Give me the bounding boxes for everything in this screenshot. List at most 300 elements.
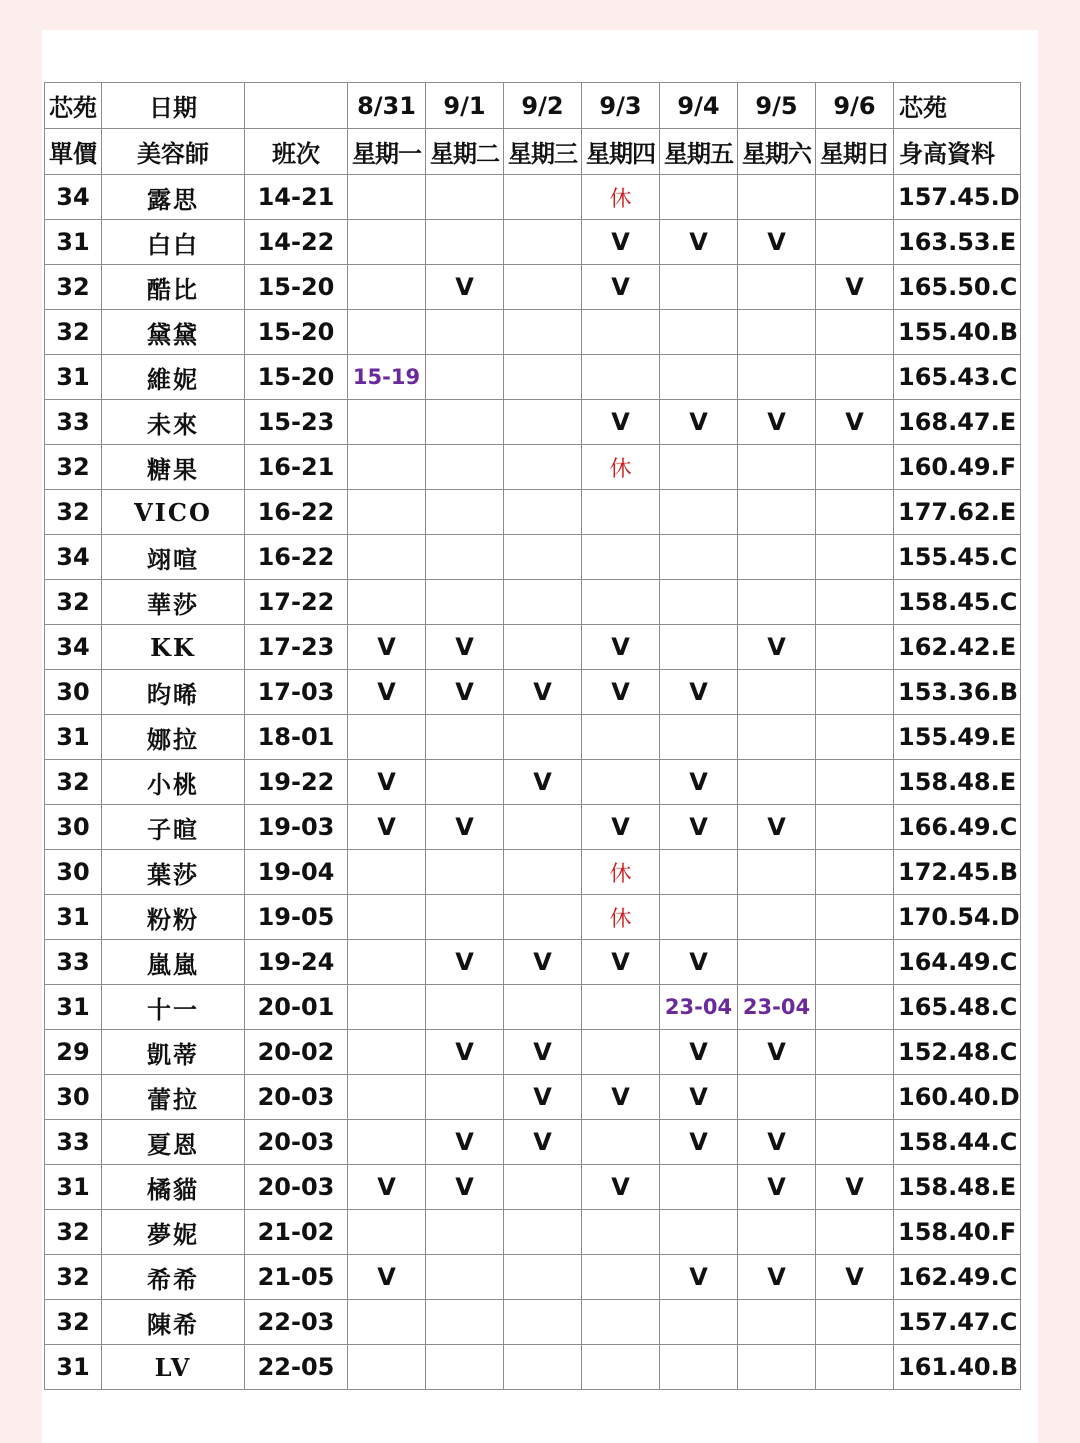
day-mark-cell: V (426, 670, 504, 715)
height-info-cell: 158.48.E (894, 1165, 1021, 1210)
day-mark-cell (426, 1345, 504, 1390)
day-mark-cell (660, 175, 738, 220)
day-mark-cell (504, 1210, 582, 1255)
unit-price-label: 單價 (45, 129, 102, 175)
unit-price-cell: 33 (45, 1120, 102, 1165)
day-mark-cell (816, 1300, 894, 1345)
table-row (45, 445, 1021, 490)
day-mark-cell (426, 175, 504, 220)
height-info-cell: 165.43.C (894, 355, 1021, 400)
day-mark-cell (816, 805, 894, 850)
day-mark-cell: V (426, 625, 504, 670)
weekday-header-sunday: 星期日 (816, 129, 894, 175)
day-mark-cell (348, 490, 426, 535)
table-row (45, 1210, 1021, 1255)
height-info-cell: 157.45.D (894, 175, 1021, 220)
day-mark-cell (504, 175, 582, 220)
day-mark-cell (504, 580, 582, 625)
day-mark-cell (816, 940, 894, 985)
day-mark-cell (348, 895, 426, 940)
day-mark-cell (816, 1210, 894, 1255)
day-mark-cell: V (582, 625, 660, 670)
day-mark-cell (660, 490, 738, 535)
table-row (45, 1120, 1021, 1165)
day-mark-cell (582, 760, 660, 805)
table-row (45, 265, 1021, 310)
day-mark-cell (816, 580, 894, 625)
day-mark-cell (660, 310, 738, 355)
table-row (45, 175, 1021, 220)
height-info-cell: 161.40.B (894, 1345, 1021, 1390)
day-mark-cell: V (738, 1030, 816, 1075)
day-mark-cell: V (660, 805, 738, 850)
day-mark-cell (738, 1300, 816, 1345)
day-mark-cell: 休 (582, 175, 660, 220)
beautician-name-cell: 白白 (102, 220, 245, 265)
day-mark-cell (738, 355, 816, 400)
day-mark-cell (426, 1300, 504, 1345)
day-mark-cell (348, 1300, 426, 1345)
day-mark-cell (738, 715, 816, 760)
day-mark-cell (348, 265, 426, 310)
unit-price-cell: 32 (45, 1210, 102, 1255)
date-header-sunday: 9/6 (816, 83, 894, 129)
day-mark-cell (660, 1210, 738, 1255)
day-mark-cell (504, 1300, 582, 1345)
unit-price-cell: 32 (45, 580, 102, 625)
day-mark-cell (738, 940, 816, 985)
shift-cell: 15-20 (245, 310, 348, 355)
day-mark-cell (348, 400, 426, 445)
beautician-name-cell: 葉莎 (102, 850, 245, 895)
day-mark-cell (738, 670, 816, 715)
day-mark-cell: V (582, 400, 660, 445)
table-row (45, 850, 1021, 895)
shift-cell: 19-22 (245, 760, 348, 805)
date-header: 9/2 (504, 83, 582, 129)
day-mark-cell (426, 1255, 504, 1300)
table-row (45, 940, 1021, 985)
unit-price-cell: 31 (45, 985, 102, 1030)
day-mark-cell (504, 400, 582, 445)
table-row (45, 355, 1021, 400)
day-mark-cell (582, 310, 660, 355)
day-mark-cell (348, 220, 426, 265)
unit-price-cell: 31 (45, 355, 102, 400)
height-info-cell: 166.49.C (894, 805, 1021, 850)
shift-cell: 19-03 (245, 805, 348, 850)
unit-price-cell: 32 (45, 1255, 102, 1300)
day-mark-cell (660, 265, 738, 310)
beautician-name-cell: 凱蒂 (102, 1030, 245, 1075)
weekday-header: 星期五 (660, 129, 738, 175)
beautician-name-cell: 嵐嵐 (102, 940, 245, 985)
unit-price-cell: 29 (45, 1030, 102, 1075)
height-info-cell: 168.47.E (894, 400, 1021, 445)
beautician-name-cell: 子暄 (102, 805, 245, 850)
day-mark-cell: V (738, 1120, 816, 1165)
unit-price-cell: 32 (45, 445, 102, 490)
day-mark-cell (504, 220, 582, 265)
day-mark-cell (816, 1075, 894, 1120)
day-mark-cell: V (738, 625, 816, 670)
day-mark-cell (426, 580, 504, 625)
date-header: 9/3 (582, 83, 660, 129)
day-mark-cell: V (660, 220, 738, 265)
table-row (45, 220, 1021, 265)
unit-price-cell: 31 (45, 715, 102, 760)
unit-price-cell: 32 (45, 265, 102, 310)
header-row-dates (45, 83, 1021, 129)
beautician-name-cell: 維妮 (102, 355, 245, 400)
height-info-label: 身高資料 (894, 129, 1021, 175)
day-mark-cell: V (582, 265, 660, 310)
table-row (45, 670, 1021, 715)
day-mark-cell: V (660, 670, 738, 715)
day-mark-cell: V (582, 670, 660, 715)
day-mark-cell: V (348, 670, 426, 715)
height-info-cell: 162.42.E (894, 625, 1021, 670)
table-row (45, 985, 1021, 1030)
shift-cell: 20-03 (245, 1075, 348, 1120)
day-mark-cell (660, 850, 738, 895)
shift-cell: 15-20 (245, 265, 348, 310)
day-mark-cell (504, 1165, 582, 1210)
day-mark-cell: V (816, 265, 894, 310)
day-mark-cell (348, 715, 426, 760)
shift-cell: 16-21 (245, 445, 348, 490)
height-info-cell: 158.44.C (894, 1120, 1021, 1165)
shift-cell: 16-22 (245, 535, 348, 580)
height-info-cell: 158.48.E (894, 760, 1021, 805)
day-mark-cell (504, 1255, 582, 1300)
day-mark-cell (816, 490, 894, 535)
day-mark-cell (504, 490, 582, 535)
day-mark-cell (816, 895, 894, 940)
day-mark-cell (816, 355, 894, 400)
beautician-label: 美容師 (102, 129, 245, 175)
day-mark-cell (426, 535, 504, 580)
shift-cell: 21-05 (245, 1255, 348, 1300)
height-info-cell: 177.62.E (894, 490, 1021, 535)
day-mark-cell (738, 310, 816, 355)
height-info-cell: 158.40.F (894, 1210, 1021, 1255)
day-mark-cell: V (348, 805, 426, 850)
shift-cell: 14-21 (245, 175, 348, 220)
schedule-sheet (42, 30, 1038, 1443)
day-mark-cell (426, 715, 504, 760)
unit-price-cell: 32 (45, 490, 102, 535)
day-mark-cell: V (660, 1255, 738, 1300)
date-header: 8/31 (348, 83, 426, 129)
day-mark-cell (660, 535, 738, 580)
day-mark-cell: V (582, 220, 660, 265)
day-mark-cell (348, 1345, 426, 1390)
day-mark-cell (504, 310, 582, 355)
day-mark-cell (582, 580, 660, 625)
height-info-cell: 172.45.B (894, 850, 1021, 895)
height-info-cell: 163.53.E (894, 220, 1021, 265)
day-mark-cell (660, 1300, 738, 1345)
day-mark-cell (348, 580, 426, 625)
height-info-cell: 153.36.B (894, 670, 1021, 715)
blank-header-cell (245, 83, 348, 129)
day-mark-cell: V (816, 1165, 894, 1210)
day-mark-cell (426, 355, 504, 400)
day-mark-cell (426, 1210, 504, 1255)
day-mark-cell (660, 895, 738, 940)
day-mark-cell (660, 580, 738, 625)
shift-cell: 20-02 (245, 1030, 348, 1075)
table-row (45, 715, 1021, 760)
day-mark-cell: V (738, 1165, 816, 1210)
day-mark-cell (738, 535, 816, 580)
day-mark-cell: V (504, 1120, 582, 1165)
day-mark-cell (504, 985, 582, 1030)
day-mark-cell: V (582, 805, 660, 850)
table-row (45, 760, 1021, 805)
day-mark-cell: V (738, 805, 816, 850)
day-mark-cell (582, 715, 660, 760)
day-mark-cell: V (660, 940, 738, 985)
day-mark-cell (816, 625, 894, 670)
shift-cell: 18-01 (245, 715, 348, 760)
day-mark-cell (504, 1345, 582, 1390)
day-mark-cell (738, 895, 816, 940)
beautician-name-cell: 橘貓 (102, 1165, 245, 1210)
beautician-name-cell: KK (102, 625, 245, 670)
day-mark-cell (582, 1030, 660, 1075)
table-row (45, 535, 1021, 580)
beautician-name-cell: 糖果 (102, 445, 245, 490)
day-mark-cell (348, 445, 426, 490)
shift-cell: 17-22 (245, 580, 348, 625)
day-mark-cell (504, 445, 582, 490)
day-mark-cell: V (816, 400, 894, 445)
day-mark-cell: 休 (582, 850, 660, 895)
day-mark-cell (660, 1345, 738, 1390)
beautician-name-cell: 酷比 (102, 265, 245, 310)
day-mark-cell (504, 805, 582, 850)
day-mark-cell (426, 310, 504, 355)
day-mark-cell (348, 1120, 426, 1165)
beautician-name-cell: LV (102, 1345, 245, 1390)
day-mark-cell (426, 850, 504, 895)
day-mark-cell: V (504, 1075, 582, 1120)
day-mark-cell (582, 1255, 660, 1300)
table-row (45, 805, 1021, 850)
day-mark-cell (582, 1300, 660, 1345)
unit-price-cell: 31 (45, 220, 102, 265)
unit-price-cell: 31 (45, 1165, 102, 1210)
unit-price-cell: 30 (45, 805, 102, 850)
day-mark-cell (738, 1210, 816, 1255)
day-mark-cell (738, 580, 816, 625)
table-row (45, 1075, 1021, 1120)
day-mark-cell (738, 1075, 816, 1120)
table-row (45, 1030, 1021, 1075)
height-info-cell: 160.49.F (894, 445, 1021, 490)
unit-price-cell: 33 (45, 400, 102, 445)
day-mark-cell (348, 1075, 426, 1120)
day-mark-cell (582, 1345, 660, 1390)
beautician-name-cell: 粉粉 (102, 895, 245, 940)
day-mark-cell (348, 940, 426, 985)
date-label: 日期 (102, 83, 245, 129)
day-mark-cell (738, 175, 816, 220)
height-info-cell: 158.45.C (894, 580, 1021, 625)
day-mark-cell (582, 355, 660, 400)
shift-cell: 20-01 (245, 985, 348, 1030)
weekday-header: 星期三 (504, 129, 582, 175)
day-mark-cell: V (348, 1165, 426, 1210)
day-mark-cell (660, 715, 738, 760)
day-mark-cell: V (738, 400, 816, 445)
day-mark-cell: V (582, 1165, 660, 1210)
unit-price-cell: 34 (45, 535, 102, 580)
unit-price-cell: 32 (45, 1300, 102, 1345)
day-mark-cell: V (660, 1075, 738, 1120)
day-mark-cell (348, 1030, 426, 1075)
day-mark-cell (504, 355, 582, 400)
height-info-cell: 165.48.C (894, 985, 1021, 1030)
beautician-name-cell: 十一 (102, 985, 245, 1030)
day-mark-cell (738, 850, 816, 895)
day-mark-cell (738, 445, 816, 490)
table-row (45, 1300, 1021, 1345)
beautician-name-cell: 未來 (102, 400, 245, 445)
height-info-cell: 164.49.C (894, 940, 1021, 985)
table-row (45, 400, 1021, 445)
day-mark-cell: V (426, 265, 504, 310)
day-mark-cell (582, 1120, 660, 1165)
day-mark-cell (348, 535, 426, 580)
shift-cell: 15-20 (245, 355, 348, 400)
day-mark-cell (816, 1030, 894, 1075)
day-mark-cell (816, 1345, 894, 1390)
height-info-cell: 155.45.C (894, 535, 1021, 580)
day-mark-cell (504, 625, 582, 670)
day-mark-cell (816, 760, 894, 805)
day-mark-cell: 23-04 (738, 985, 816, 1030)
day-mark-cell: V (738, 220, 816, 265)
beautician-name-cell: 娜拉 (102, 715, 245, 760)
day-mark-cell (348, 1210, 426, 1255)
day-mark-cell (738, 1345, 816, 1390)
day-mark-cell (582, 535, 660, 580)
day-mark-cell (504, 265, 582, 310)
shift-cell: 19-24 (245, 940, 348, 985)
date-header-saturday: 9/5 (738, 83, 816, 129)
day-mark-cell (660, 625, 738, 670)
day-mark-cell (348, 175, 426, 220)
unit-price-cell: 31 (45, 1345, 102, 1390)
info-brand-label: 芯苑 (894, 83, 1021, 129)
day-mark-cell (660, 445, 738, 490)
day-mark-cell: V (348, 625, 426, 670)
beautician-name-cell: 昀晞 (102, 670, 245, 715)
beautician-name-cell: 夏恩 (102, 1120, 245, 1165)
day-mark-cell (816, 175, 894, 220)
day-mark-cell: V (738, 1255, 816, 1300)
beautician-name-cell: 翊喧 (102, 535, 245, 580)
beautician-name-cell: 蕾拉 (102, 1075, 245, 1120)
day-mark-cell: V (348, 1255, 426, 1300)
brand-label: 芯苑 (45, 83, 102, 129)
day-mark-cell: 休 (582, 445, 660, 490)
weekday-header: 星期一 (348, 129, 426, 175)
day-mark-cell: V (426, 1030, 504, 1075)
table-row (45, 310, 1021, 355)
unit-price-cell: 31 (45, 895, 102, 940)
day-mark-cell: V (660, 1120, 738, 1165)
date-header: 9/4 (660, 83, 738, 129)
day-mark-cell: V (348, 760, 426, 805)
shift-cell: 16-22 (245, 490, 348, 535)
shift-cell: 19-04 (245, 850, 348, 895)
day-mark-cell (816, 670, 894, 715)
beautician-name-cell: VICO (102, 490, 245, 535)
day-mark-cell (504, 895, 582, 940)
table-row (45, 625, 1021, 670)
day-mark-cell: V (426, 1120, 504, 1165)
weekday-header: 星期二 (426, 129, 504, 175)
beautician-name-cell: 陳希 (102, 1300, 245, 1345)
day-mark-cell (816, 985, 894, 1030)
unit-price-cell: 34 (45, 625, 102, 670)
day-mark-cell (816, 445, 894, 490)
day-mark-cell: V (426, 805, 504, 850)
table-row (45, 1345, 1021, 1390)
beautician-name-cell: 希希 (102, 1255, 245, 1300)
header-row-weekdays (45, 129, 1021, 175)
day-mark-cell: V (426, 940, 504, 985)
day-mark-cell (348, 850, 426, 895)
unit-price-cell: 32 (45, 760, 102, 805)
day-mark-cell: V (660, 400, 738, 445)
day-mark-cell (426, 400, 504, 445)
day-mark-cell (504, 535, 582, 580)
day-mark-cell (660, 355, 738, 400)
day-mark-cell (738, 265, 816, 310)
day-mark-cell (348, 310, 426, 355)
height-info-cell: 155.40.B (894, 310, 1021, 355)
height-info-cell: 160.40.D (894, 1075, 1021, 1120)
day-mark-cell: V (504, 940, 582, 985)
day-mark-cell: V (660, 1030, 738, 1075)
day-mark-cell (816, 310, 894, 355)
height-info-cell: 155.49.E (894, 715, 1021, 760)
day-mark-cell (660, 1165, 738, 1210)
table-row (45, 895, 1021, 940)
schedule-table (44, 82, 1021, 1390)
shift-cell: 22-05 (245, 1345, 348, 1390)
day-mark-cell (738, 490, 816, 535)
height-info-cell: 152.48.C (894, 1030, 1021, 1075)
day-mark-cell: V (426, 1165, 504, 1210)
day-mark-cell (816, 220, 894, 265)
day-mark-cell: V (582, 940, 660, 985)
day-mark-cell (816, 1120, 894, 1165)
day-mark-cell (816, 535, 894, 580)
beautician-name-cell: 露思 (102, 175, 245, 220)
day-mark-cell: V (504, 1030, 582, 1075)
day-mark-cell: 休 (582, 895, 660, 940)
day-mark-cell (426, 1075, 504, 1120)
height-info-cell: 170.54.D (894, 895, 1021, 940)
day-mark-cell (504, 715, 582, 760)
day-mark-cell: V (660, 760, 738, 805)
